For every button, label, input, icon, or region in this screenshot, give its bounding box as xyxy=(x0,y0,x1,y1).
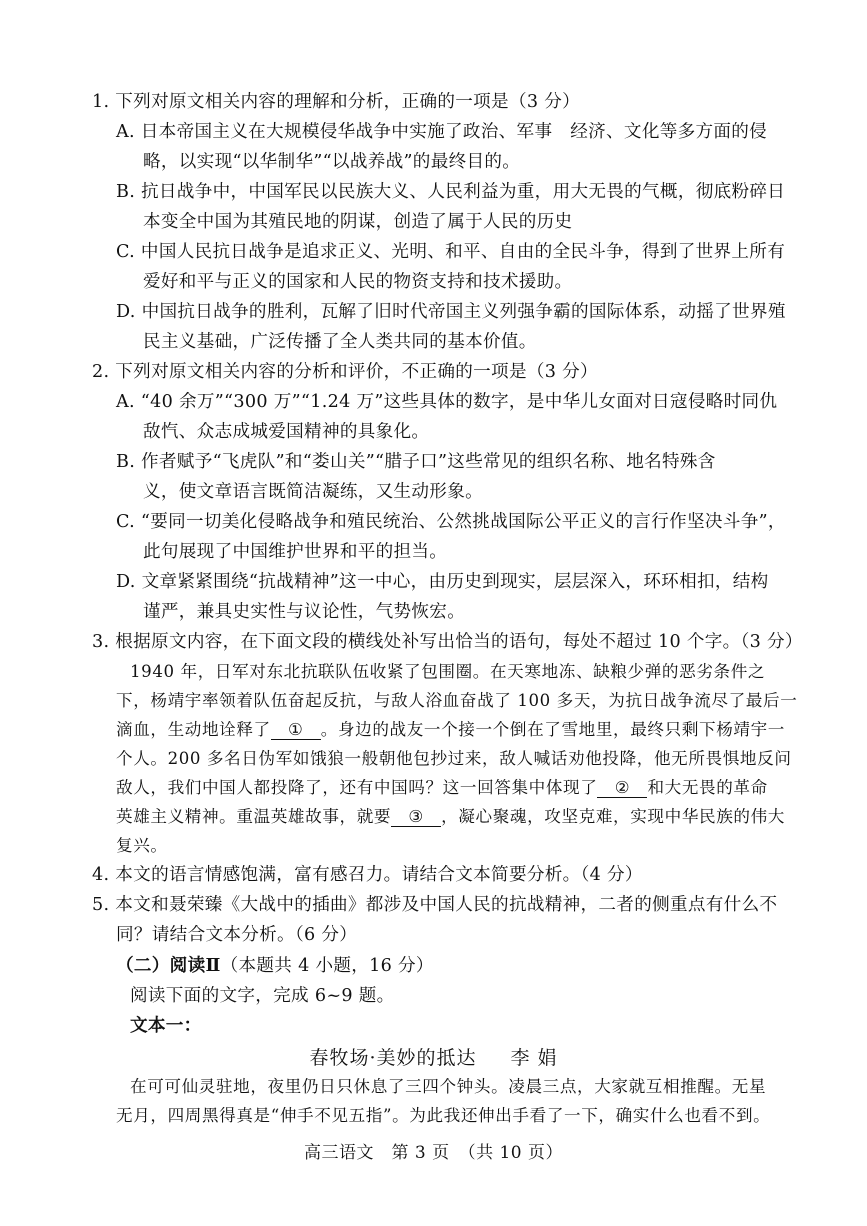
blank-2: ② xyxy=(597,779,647,798)
question-1-option-a-cont: 略，以实现“以华制华”“以战养战”的最终目的。 xyxy=(143,152,521,172)
question-1-option-d: D. 中国抗日战争的胜利，瓦解了旧时代帝国主义列强争霸的国际体系，动摇了世界殖 xyxy=(116,302,786,322)
passage-line-6 xyxy=(116,806,785,828)
article-author: 李 娟 xyxy=(510,1047,558,1069)
passage-text: 英雄主义精神。重温英雄故事，就要 xyxy=(116,807,392,826)
blank-3: ③ xyxy=(391,808,441,827)
passage-line-1: 1940 年，日军对东北抗联队伍收紧了包围圈。在天寒地冻、缺粮少弹的恶劣条件之 xyxy=(130,662,766,681)
question-1-option-b: B. 抗日战争中，中国军民以民族大义、人民利益为重，用大无畏的气概，彻底粉碎日 xyxy=(116,182,786,202)
passage-line-3 xyxy=(116,719,785,741)
question-1-stem: 1. 下列对原文相关内容的理解和分析，正确的一项是（3 分） xyxy=(92,92,581,112)
question-1-option-c: C. 中国人民抗日战争是追求正义、光明、和平、自由的全民斗争，得到了世界上所有 xyxy=(116,242,786,262)
question-2-option-b: B. 作者赋予“飞虎队”和“娄山关”“腊子口”这些常见的组织名称、地名特殊含 xyxy=(116,452,716,472)
question-5-stem: 5. 本文和聂荣臻《大战中的插曲》都涉及中国人民的抗战精神，二者的侧重点有什么不 xyxy=(92,895,778,915)
question-1-option-a: A. 日本帝国主义在大规模侵华战争中实施了政治、军事 经济、文化等多方面的侵 xyxy=(116,122,768,142)
article-line-1: 在可可仙灵驻地，夜里仍日只休息了三四个钟头。凌晨三点，大家就互相推醒。无星 xyxy=(130,1077,767,1096)
page-footer: 高三语文 第 3 页 （共 10 页） xyxy=(303,1143,564,1163)
passage-text: 滴血，生动地诠释了 xyxy=(116,720,271,739)
section-instruction: 阅读下面的文字，完成 6~9 题。 xyxy=(130,986,395,1006)
passage-line-7: 复兴。 xyxy=(116,836,168,855)
question-2-option-c: C. “要同一切美化侵略战争和殖民统治、公然挑战国际公平正义的言行作坚决斗争”， xyxy=(116,512,786,532)
article-line-2: 无月，四周黑得真是“伸手不见五指”。为此我还伸出手看了一下，确实什么也看不到。 xyxy=(116,1106,771,1125)
question-1-option-d-cont: 民主义基础，广泛传播了全人类共同的基本价值。 xyxy=(143,332,537,352)
question-2-option-c-cont: 此句展现了中国维护世界和平的担当。 xyxy=(143,542,448,562)
question-4-stem: 4. 本文的语言情感饱满，富有感召力。请结合文本简要分析。（4 分） xyxy=(92,865,643,885)
question-2-option-a-cont: 敌忾、众志成城爱国精神的具象化。 xyxy=(143,422,430,442)
section-note: （本题共 4 小题，16 分） xyxy=(220,956,434,976)
passage-line-5 xyxy=(116,777,768,799)
passage-line-4: 个人。200 多名日伪军如饿狼一般朝他包抄过来，敌人喊话劝他投降，他无所畏惧地反问 xyxy=(116,749,792,768)
question-1-option-b-cont: 本变全中国为其殖民地的阴谋，创造了属于人民的历史 xyxy=(143,212,573,232)
question-2-option-a: A. “40 余万”“300 万”“1.24 万”这些具体的数字，是中华儿女面对日寇侵略时同仇 xyxy=(116,392,778,412)
article-title: 春牧场·美妙的抵达 xyxy=(309,1047,477,1069)
question-3-stem: 3. 根据原文内容，在下面文段的横线处补写出恰当的语句，每处不超过 10 个字。（3 分） xyxy=(92,632,803,652)
question-2-option-d-cont: 谨严，兼具史实性与议论性，气势恢宏。 xyxy=(143,602,466,622)
section-heading xyxy=(116,955,434,977)
blank-1: ① xyxy=(271,721,321,740)
passage-text: 敌人，我们中国人都投降了，还有中国吗？这一回答集中体现了 xyxy=(116,778,598,797)
question-2-stem: 2. 下列对原文相关内容的分析和评价，不正确的一项是（3 分） xyxy=(92,362,598,382)
question-1-option-c-cont: 爱好和平与正义的国家和人民的物资支持和技术援助。 xyxy=(143,272,573,292)
question-5-stem-cont: 同？请结合文本分析。（6 分） xyxy=(116,925,358,945)
article-title-line xyxy=(0,1043,867,1070)
question-2-option-d: D. 文章紧紧围绕“抗战精神”这一中心，由历史到现实，层层深入，环环相扣，结构 xyxy=(116,572,769,592)
passage-text: ，凝心聚魂，攻坚克难，实现中华民族的伟大 xyxy=(441,807,785,826)
passage-text: 和大无畏的革命 xyxy=(647,778,768,797)
passage-line-2: 下，杨靖宇率领着队伍奋起反抗，与敌人浴血奋战了 100 多天，为抗日战争流尽了最后一 xyxy=(116,691,798,710)
text-one-label: 文本一： xyxy=(130,1015,202,1036)
question-2-option-b-cont: 义，使文章语言既简洁凝练，又生动形象。 xyxy=(143,482,483,502)
section-title: （二）阅读Ⅱ xyxy=(116,955,221,976)
passage-text: 。身边的战友一个接一个倒在了雪地里，最终只剩下杨靖宇一 xyxy=(320,720,785,739)
